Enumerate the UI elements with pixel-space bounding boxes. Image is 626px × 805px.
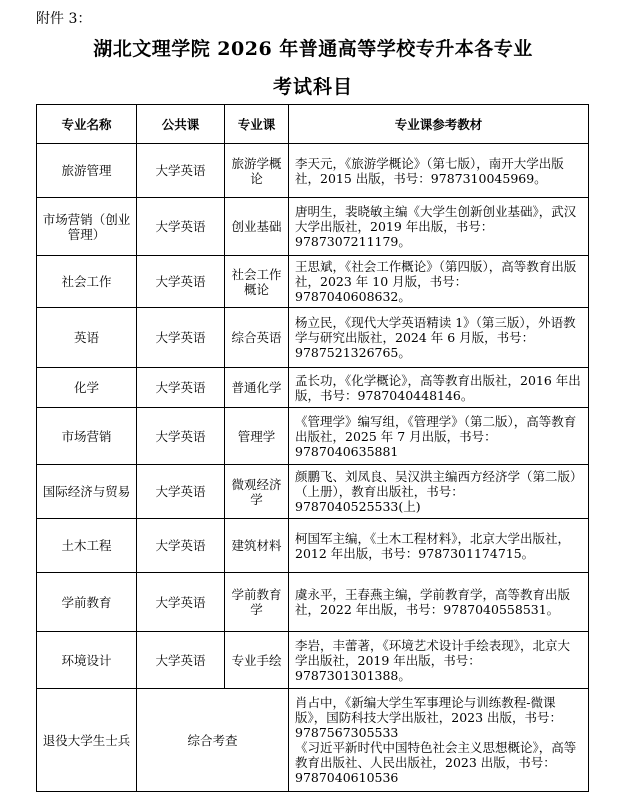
major-course-cell: 学前教育学 <box>225 573 289 632</box>
major-cell: 市场营销（创业管理） <box>37 198 137 256</box>
page-title: 湖北文理学院 2026 年普通高等学校专升本各专业 <box>93 38 533 60</box>
table-row <box>37 256 589 308</box>
table-row <box>37 519 589 573</box>
header-public-course: 公共课 <box>137 105 225 144</box>
header-major: 专业名称 <box>37 105 137 144</box>
table-row <box>37 368 589 408</box>
table-row <box>37 573 589 632</box>
table-row <box>37 408 589 465</box>
major-course-cell: 创业基础 <box>225 198 289 256</box>
major-cell: 英语 <box>37 308 137 368</box>
public-course-cell: 大学英语 <box>137 519 225 573</box>
textbook-cell: 李天元，《旅游学概论》（第七版），南开大学出版社，2015 出版，书号：9787310045969。 <box>289 144 589 198</box>
major-course-cell: 综合英语 <box>225 308 289 368</box>
page-subtitle: 考试科目 <box>272 76 353 98</box>
public-course-cell: 大学英语 <box>137 573 225 632</box>
textbook-entry: 肖占中，《新编大学生军事理论与训练教程-微课版》，国防科技大学出版社，2023 出版，书号：9787567305533 <box>295 695 563 740</box>
public-course-cell: 大学英语 <box>137 632 225 689</box>
major-course-cell: 普通化学 <box>225 368 289 408</box>
exam-subjects-table <box>36 104 589 792</box>
major-cell: 土木工程 <box>37 519 137 573</box>
textbook-cell: 唐明生，裴晓敏主编《大学生创新创业基础》，武汉大学出版社，2019 年出版，书号：9787307211179。 <box>289 198 589 256</box>
major-cell: 环境设计 <box>37 632 137 689</box>
public-course-cell: 大学英语 <box>137 368 225 408</box>
textbook-cell: 《管理学》编写组，《管理学》（第二版），高等教育出版社，2025 年 7 月出版，书号：9787040635881 <box>289 408 589 465</box>
public-course-cell: 大学英语 <box>137 144 225 198</box>
public-course-cell: 大学英语 <box>137 465 225 519</box>
public-course-cell: 大学英语 <box>137 408 225 465</box>
major-cell: 化学 <box>37 368 137 408</box>
header-major-course: 专业课 <box>225 105 289 144</box>
major-cell: 市场营销 <box>37 408 137 465</box>
major-course-cell: 建筑材料 <box>225 519 289 573</box>
textbook-cell: 虞永平，王春燕主编，学前教育学，高等教育出版社，2022 年出版，书号：9787040558531。 <box>289 573 589 632</box>
table-row <box>37 632 589 689</box>
table-row <box>37 144 589 198</box>
public-course-cell: 大学英语 <box>137 256 225 308</box>
major-course-cell: 旅游学概论 <box>225 144 289 198</box>
table-row <box>37 198 589 256</box>
major-cell: 社会工作 <box>37 256 137 308</box>
major-cell: 退役大学生士兵 <box>37 689 137 792</box>
textbook-cell: 柯国军主编，《土木工程材料》，北京大学出版社，2012 年出版，书号：9787301174715。 <box>289 519 589 573</box>
textbook-cell <box>289 689 589 792</box>
major-course-cell: 社会工作概论 <box>225 256 289 308</box>
header-textbook: 专业课参考教材 <box>289 105 589 144</box>
public-course-cell: 大学英语 <box>137 198 225 256</box>
table-header-row <box>37 105 589 144</box>
textbook-cell: 颜鹏飞、刘凤良、吴汉洪主编西方经济学（第二版）（上册），教育出版社，书号：9787040525533(上) <box>289 465 589 519</box>
major-cell: 学前教育 <box>37 573 137 632</box>
public-course-cell: 大学英语 <box>137 308 225 368</box>
annex-label: 附件 3： <box>36 11 92 27</box>
textbook-cell: 杨立民，《现代大学英语精读 1》（第三版），外语教学与研究出版社，2024 年 6 月版，书号：9787521326765。 <box>289 308 589 368</box>
combined-exam-cell: 综合考查 <box>137 689 289 792</box>
table-row <box>37 308 589 368</box>
major-course-cell: 专业手绘 <box>225 632 289 689</box>
textbook-entry: 《习近平新时代中国特色社会主义思想概论》，高等教育出版社、人民出版社，2023 出版，书号：9787040610536 <box>295 740 577 785</box>
major-course-cell: 微观经济学 <box>225 465 289 519</box>
table-row-veteran <box>37 689 589 792</box>
major-cell: 旅游管理 <box>37 144 137 198</box>
major-cell: 国际经济与贸易 <box>37 465 137 519</box>
textbook-cell: 李岩，丰蕾著，《环境艺术设计手绘表现》，北京大学出版社，2019 年出版，书号：9787301301388。 <box>289 632 589 689</box>
major-course-cell: 管理学 <box>225 408 289 465</box>
table-row <box>37 465 589 519</box>
textbook-cell: 王思斌，《社会工作概论》（第四版），高等教育出版社，2023 年 10 月版，书号：9787040608632。 <box>289 256 589 308</box>
textbook-cell: 孟长功，《化学概论》，高等教育出版社，2016 年出版，书号：9787040448146。 <box>289 368 589 408</box>
